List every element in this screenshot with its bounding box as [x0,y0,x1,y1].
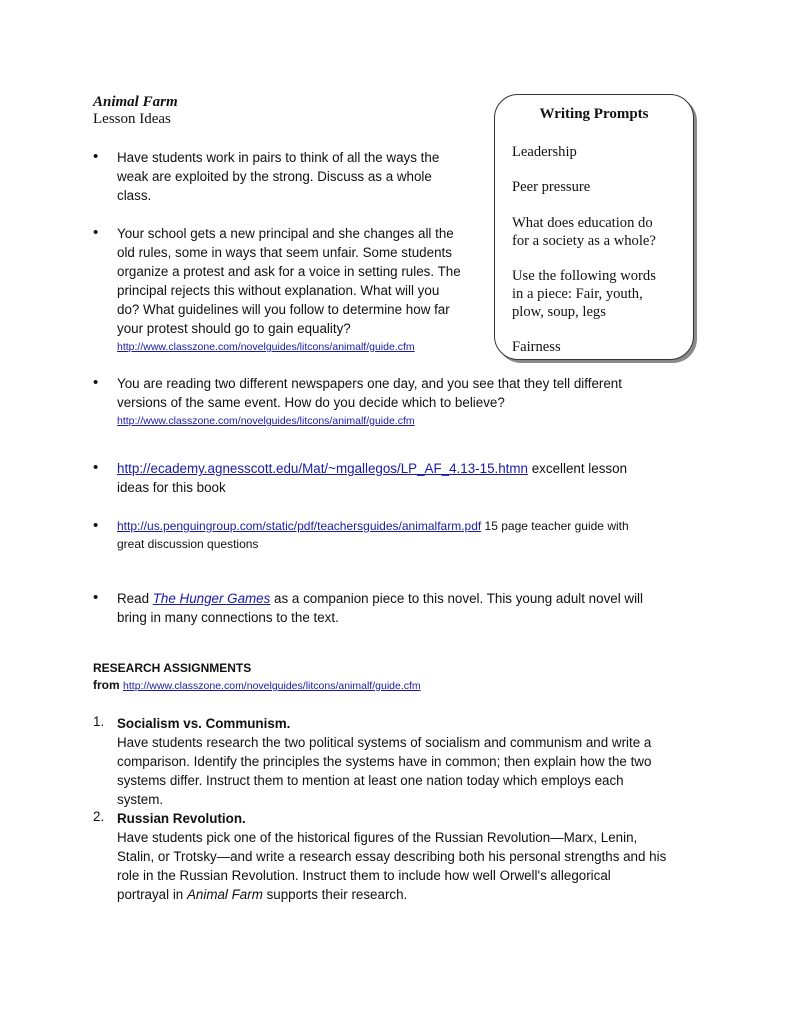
bullet-marker: • [93,517,99,534]
bullet-marker: • [93,589,99,606]
text-line: plow, soup, legs [512,304,606,320]
writing-prompts-box [494,94,694,360]
bullet-marker: • [93,374,99,391]
text-line: Have students pick one of the historical figures of the Russian Revolution—Marx, Lenin, [117,830,638,845]
ecademy-link[interactable]: http://ecademy.agnesscott.edu/Mat/~mgallegos/LP_AF_4.13-15.htmn [117,461,529,476]
classzone-link[interactable]: http://www.classzone.com/novelguides/litcons/animalf/guide.cfm [117,341,415,353]
text-line: ideas for this book [117,480,226,495]
classzone-link[interactable]: http://www.classzone.com/novelguides/litcons/animalf/guide.cfm [117,415,415,427]
research-item-title: Socialism vs. Communism. [117,716,291,731]
text-line: system. [117,792,164,807]
text-line: comparison. Identify the principles the systems have in common; then explain how the two [117,754,652,769]
link-description: 15 page teacher guide with [481,519,629,533]
text-line: for a society as a whole? [512,233,656,249]
writing-prompts-title: Writing Prompts [539,106,649,122]
link-description: excellent lesson [528,461,628,476]
document-subtitle: Lesson Ideas [93,111,171,127]
prompt-item: Peer pressure [512,179,591,195]
text-line [117,885,707,904]
research-heading: RESEARCH ASSIGNMENTS [93,661,252,675]
text-line: Use the following words [512,268,656,284]
from-label: from [93,678,120,692]
research-source [93,678,421,692]
text-line: great discussion questions [117,537,259,551]
text-line: Have students research the two political systems of socialism and communism and write a [117,735,652,750]
text-span: portrayal in [117,887,187,902]
list-number: 2. [93,809,105,824]
research-item-revolution [117,809,707,904]
book-title: Animal Farm [186,887,263,902]
bullet-marker: • [93,148,99,165]
text-line: bring in many connections to the text. [117,610,339,625]
bullet-principal-text [117,224,487,355]
text-line: old rules, some in ways that seem unfair. Some students [117,245,452,260]
text-line: in a piece: Fair, youth, [512,286,643,302]
prompt-item [512,267,656,321]
classzone-link[interactable]: http://www.classzone.com/novelguides/litcons/animalf/guide.cfm [123,680,421,692]
text-line: do? What guidelines will you follow to determine how far [117,302,450,317]
research-item-socialism [117,714,707,809]
text-span: as a companion piece to this novel. This young adult novel will [270,591,644,606]
hunger-games-link[interactable]: The Hunger Games [152,591,271,606]
text-line: systems differ. Instruct them to mention at least one nation today which employs each [117,773,624,788]
text-line: What does education do [512,215,653,231]
text-line: role in the Russian Revolution. Instruct them to include how well Orwell's allegorical [117,868,611,883]
penguin-link[interactable]: http://us.penguingroup.com/static/pdf/teachersguides/animalfarm.pdf [117,519,482,533]
bullet-marker: • [93,459,99,476]
bullet-marker: • [93,224,99,241]
text-line: your protest should go to gain equality? [117,321,351,336]
document-title: Animal Farm [93,94,178,110]
text-line: principal rejects this without explanation. What will you [117,283,440,298]
bullet-newspapers-text [117,374,717,429]
list-number: 1. [93,714,105,729]
bullet-hunger-games-text [117,589,717,627]
prompt-item: Leadership [512,144,577,160]
bullet-ecademy-text [117,459,717,497]
text-line: versions of the same event. How do you decide which to believe? [117,395,505,410]
research-item-title: Russian Revolution. [117,811,246,826]
text-line: Stalin, or Trotsky—and write a research essay describing both his personal strengths and his [117,849,667,864]
text-line: Your school gets a new principal and she changes all the [117,226,454,241]
text-line: organize a protest and ask for a voice in setting rules. The [117,264,461,279]
prompt-item: Fairness [512,339,561,355]
prompt-item [512,214,656,250]
text-span: supports their research. [262,887,408,902]
text-line: You are reading two different newspapers one day, and you see that they tell different [117,376,622,391]
bullet-pairs-text: Have students work in pairs to think of all the ways the weak are exploited by the strong. Discuss as a whole class. [117,150,440,203]
text-span: Read [117,591,153,606]
bullet-penguin-text [117,517,717,553]
